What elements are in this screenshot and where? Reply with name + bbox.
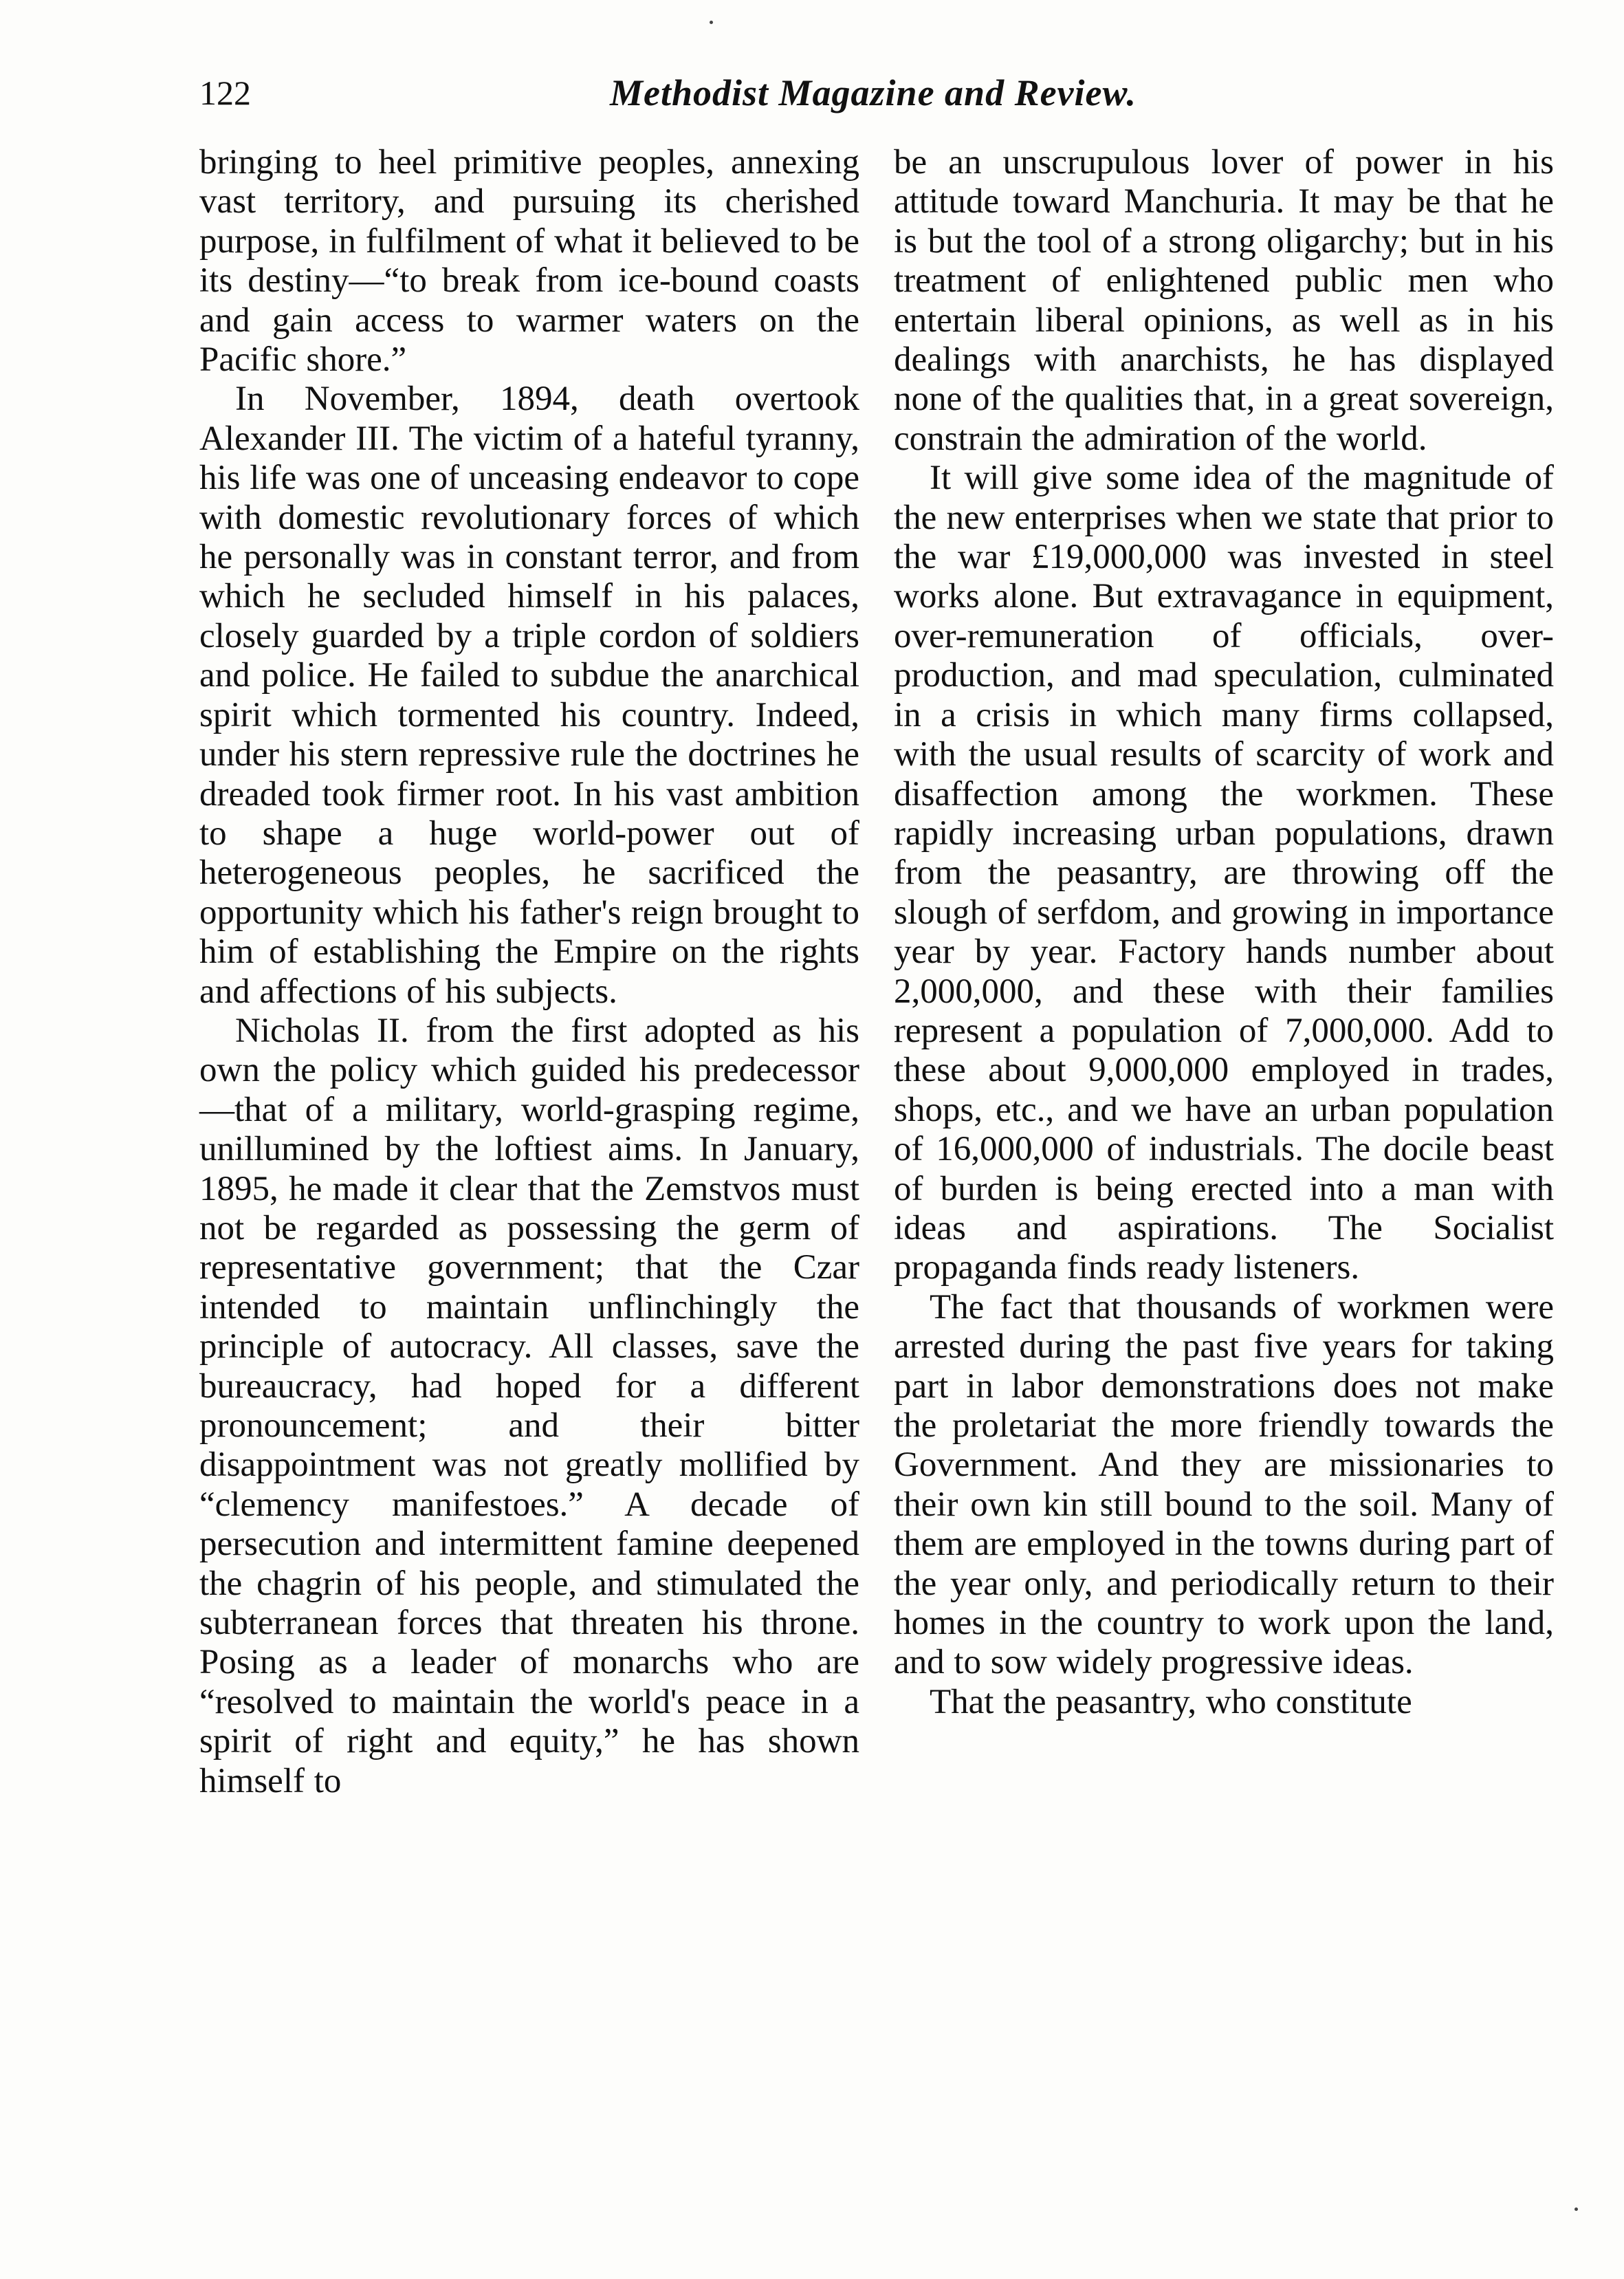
page-header (199, 69, 1547, 124)
paragraph: In November, 1894, death overtook Alexander III. The victim of a hateful tyranny, his life was one of unceasing endeavor to cope with domestic revolutionary forces of which he personally was in constant terror, and from which he secluded himself in his palaces, closely guarded by a triple cordon of soldiers and police. He failed to subdue the anarchical spirit which tormented his country. Indeed, under his stern repressive rule the doctrines he dreaded took firmer root. In his vast ambition to shape a huge world-power out of heterogeneous peoples, he sacrificed the opportunity which his father's reign brought to him of establishing the Empire on the rights and affections of his subjects. (199, 380, 859, 1011)
running-head: Methodist Magazine and Review. (609, 72, 1137, 113)
print-speck (710, 21, 713, 24)
paragraph: be an unscrupulous lover of power in his attitude toward Manchuria. It may be that he is but the tool of a strong oligarchy; but in his treatment of enlightened public men who entertain liberal opinions, as well as in his dealings with anarchists, he has displayed none of the qualities that, in a great sovereign, constrain the admiration of the world. (894, 143, 1554, 458)
paragraph: That the peasantry, who constitute (930, 1682, 1412, 1721)
paragraph: The fact that thousands of workmen were arrested during the past five years for taking part in labor demonstrations does not make the proletariat the more friendly towards the Government. And they are missionaries to their own kin still bound to the soil. Many of them are employed in the towns during part of the year only, and periodically return to their homes in the country to work upon the land, and to sow widely progressive ideas. (894, 1287, 1554, 1682)
paragraph: bringing to heel primitive peoples, annexing vast territory, and pursuing its cherished purpose, in fulfilment of what it believed to be its destiny—“to break from ice-bound coasts and gain access to warmer waters on the Pacific shore.” (199, 143, 859, 380)
paragraph: It will give some idea of the magnitude of the new enterprises when we state that prior to the war £19,000,000 was invested in steel works alone. But extravagance in equipment, over-remuneration of officials, over-production, and mad speculation, culminated in a crisis in which many firms collapsed, with the usual results of scarcity of work and disaffection among the workmen. These rapidly increasing urban populations, drawn from the peasantry, are throwing off the slough of serfdom, and growing in importance year by year. Factory hands number about 2,000,000, and these with their families represent a population of 7,000,000. Add to these about 9,000,000 employed in trades, shops, etc., and we have an urban population of 16,000,000 of industrials. The docile beast of burden is being erected into a man with ideas and aspirations. The Socialist propaganda finds ready listeners. (894, 459, 1554, 1287)
left-column (199, 143, 859, 1801)
page-number: 122 (199, 74, 251, 112)
print-speck (1574, 2207, 1578, 2211)
right-column (894, 143, 1554, 1722)
paragraph: Nicholas II. from the first adopted as his own the policy which guided his predecessor—that of a military, world-grasping regime, unillumined by the loftiest aims. In January, 1895, he made it clear that the Zemstvos must not be regarded as possessing the germ of representative government; that the Czar intended to maintain unflinchingly the principle of autocracy. All classes, save the bureaucracy, had hoped for a different pronouncement; and their bitter disappointment was not greatly mollified by “clemency manifestoes.” A decade of persecution and intermittent famine deepened the chagrin of his people, and stimulated the subterranean forces that threaten his throne. Posing as a leader of monarchs who are “resolved to maintain the world's peace in a spirit of right and equity,” he has shown himself to (199, 1011, 859, 1800)
